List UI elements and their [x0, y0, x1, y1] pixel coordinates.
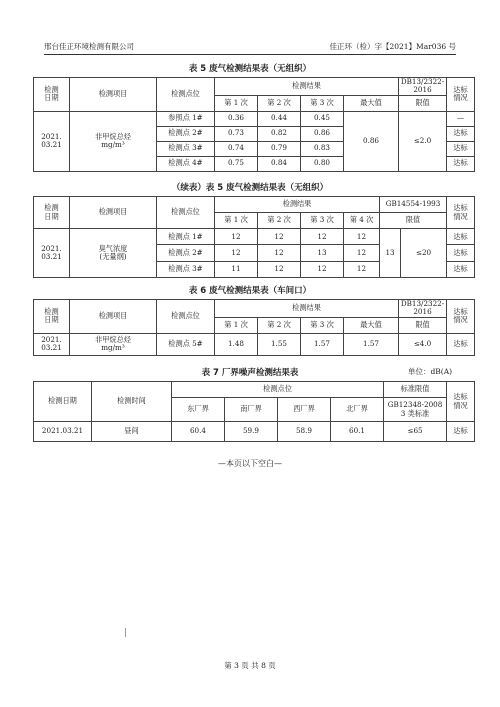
h-point: 检测点位 — [157, 78, 215, 112]
cell-limit-value: ≤20 — [415, 247, 432, 257]
h-date: 检测 日期 — [34, 78, 70, 112]
h-item: 检测项目 — [70, 78, 157, 112]
cell-v1: 0.74 — [215, 141, 258, 156]
h-max: 最大值 — [344, 317, 399, 333]
h-date: 检测日期 — [34, 382, 92, 422]
h-max: 最大值 — [344, 95, 399, 111]
cell-point: 检测点 3# — [157, 141, 215, 156]
cell-v2: 0.44 — [258, 111, 301, 126]
h-c2: 第 2 次 — [258, 213, 301, 229]
h-time: 检测时间 — [92, 382, 172, 422]
page-header — [44, 40, 456, 55]
cell-v1: 0.73 — [215, 126, 258, 141]
cell-reach: 达标 — [447, 229, 475, 245]
cell-v2: 0.79 — [258, 141, 301, 156]
cell-point: 检测点 2# — [157, 126, 215, 141]
cell-v3: 12 — [301, 229, 344, 245]
cell-max: 1.57 — [344, 333, 399, 355]
cell-reach: 达标 — [447, 245, 475, 261]
h-std: GB14554-1993 — [380, 197, 447, 213]
h-result: 检测结果 — [215, 300, 399, 318]
h-reach: 达标 情况 — [447, 78, 475, 112]
h-result: 检测结果 — [215, 197, 380, 213]
h-limit: 限值 — [399, 95, 447, 111]
report-number: 佳正环（检）字【2021】Mar036 号 — [329, 42, 456, 51]
cell-max: 0.86 — [344, 111, 399, 171]
h-std: GB12348-2008 3 类标准 — [384, 398, 447, 422]
cell-point: 检测点 2# — [157, 245, 215, 261]
cell-v3: 1.57 — [301, 333, 344, 355]
h-limit: 限值 — [399, 317, 447, 333]
h-std: DB13/2322-2016 — [399, 300, 447, 318]
cell-v4: 12 — [344, 229, 380, 245]
h-limit: 限值 — [380, 213, 447, 229]
cell-date: 2021.03.21 — [34, 422, 92, 442]
h-date: 检测 日期 — [34, 197, 70, 229]
cell-item: 臭气浓度 (无量纲) — [70, 229, 157, 278]
table7-unit: 单位：dB(A) — [408, 367, 453, 376]
stray-mark — [125, 628, 126, 637]
cell-item: 非甲烷总烃 mg/m³ — [70, 111, 157, 171]
cell-v1: 0.75 — [215, 156, 258, 171]
table7-title: 表 7 厂界噪声检测结果表 — [201, 368, 299, 378]
h-c2: 第 2 次 — [258, 317, 301, 333]
h-c3: 第 3 次 — [301, 213, 344, 229]
h-result: 检测结果 — [215, 78, 399, 96]
h-c1: 第 1 次 — [215, 213, 258, 229]
cell-v3: 0.86 — [301, 126, 344, 141]
cell-v2: 1.55 — [258, 333, 301, 355]
cell-limit — [380, 229, 447, 278]
cell-reach: 达标 — [447, 261, 475, 277]
cell-v4: 12 — [344, 261, 380, 277]
cell-east: 60.4 — [172, 422, 225, 442]
cell-v1: 12 — [215, 229, 258, 245]
cell-point: 检测点 3# — [157, 261, 215, 277]
h-c1: 第 1 次 — [215, 95, 258, 111]
h-item: 检测项目 — [70, 300, 157, 334]
cell-reach: 达标 — [447, 422, 475, 442]
cell-point: 检测点 1# — [157, 229, 215, 245]
cell-point: 检测点 4# — [157, 156, 215, 171]
cell-v2: 12 — [258, 229, 301, 245]
page-footer: 第 3 页 共 8 页 — [224, 661, 276, 670]
table6-title: 表 6 废气检测结果表（车间口） — [188, 286, 312, 296]
cell-v3: 13 — [301, 245, 344, 261]
cell-v4: 12 — [344, 245, 380, 261]
cell-limit: ≤2.0 — [399, 111, 447, 171]
cell-date: 2021. 03.21 — [34, 229, 70, 278]
cell-v2: 12 — [258, 261, 301, 277]
cell-v3: 12 — [301, 261, 344, 277]
cell-limit: ≤65 — [384, 422, 447, 442]
h-point: 检测点位 — [157, 197, 215, 229]
h-std-title: 标准限值 — [384, 382, 447, 398]
cell-v3: 0.45 — [301, 111, 344, 126]
cell-v3: 0.83 — [301, 141, 344, 156]
h-west: 西厂界 — [278, 398, 331, 422]
table5 — [33, 77, 475, 172]
cell-date: 2021. 03.21 — [34, 333, 70, 355]
h-c4: 第 4 次 — [344, 213, 380, 229]
cell-item: 非甲烷总烃 mg/m³ — [70, 333, 157, 355]
cell-time: 昼间 — [92, 422, 172, 442]
h-reach: 达标 情况 — [447, 197, 475, 229]
cell-v1: 12 — [215, 245, 258, 261]
table5b-title: （续表）表 5 废气检测结果表（无组织） — [171, 183, 329, 193]
cell-limit: ≤4.0 — [399, 333, 447, 355]
h-c3: 第 3 次 — [301, 317, 344, 333]
h-east: 东厂界 — [172, 398, 225, 422]
cell-date: 2021. 03.21 — [34, 111, 70, 171]
company-name: 邢台佳正环境检测有限公司 — [44, 42, 134, 51]
h-reach: 达标 情况 — [447, 382, 475, 422]
cell-reach: — — [447, 111, 475, 126]
cell-point: 参照点 1# — [157, 111, 215, 126]
cell-v1: 0.36 — [215, 111, 258, 126]
cell-v2: 0.82 — [258, 126, 301, 141]
h-south: 南厂界 — [225, 398, 278, 422]
cell-reach: 达标 — [447, 141, 475, 156]
table6 — [33, 299, 475, 356]
cell-v2: 12 — [258, 245, 301, 261]
blank-notice: —本页以下空白— — [218, 459, 282, 468]
table5b — [33, 196, 475, 278]
cell-v1: 11 — [215, 261, 258, 277]
table5-title: 表 5 废气检测结果表（无组织） — [188, 64, 312, 74]
h-north: 北厂界 — [331, 398, 384, 422]
cell-v3: 0.80 — [301, 156, 344, 171]
cell-south: 59.9 — [225, 422, 278, 442]
cell-west: 58.9 — [278, 422, 331, 442]
h-c2: 第 2 次 — [258, 95, 301, 111]
h-item: 检测项目 — [70, 197, 157, 229]
cell-v1: 1.48 — [215, 333, 258, 355]
h-c1: 第 1 次 — [215, 317, 258, 333]
h-point: 检测点位 — [172, 382, 384, 398]
cell-reach: 达标 — [447, 156, 475, 171]
h-point: 检测点位 — [157, 300, 215, 334]
cell-point: 检测点 5# — [157, 333, 215, 355]
cell-reach: 达标 — [447, 333, 475, 355]
h-c3: 第 3 次 — [301, 95, 344, 111]
cell-reach: 达标 — [447, 126, 475, 141]
h-reach: 达标 情况 — [447, 300, 475, 334]
cell-max: 13 — [380, 229, 401, 277]
h-date: 检测 日期 — [34, 300, 70, 334]
h-std: DB13/2322-2016 — [399, 78, 447, 96]
table7 — [33, 381, 475, 442]
cell-north: 60.1 — [331, 422, 384, 442]
cell-v2: 0.84 — [258, 156, 301, 171]
